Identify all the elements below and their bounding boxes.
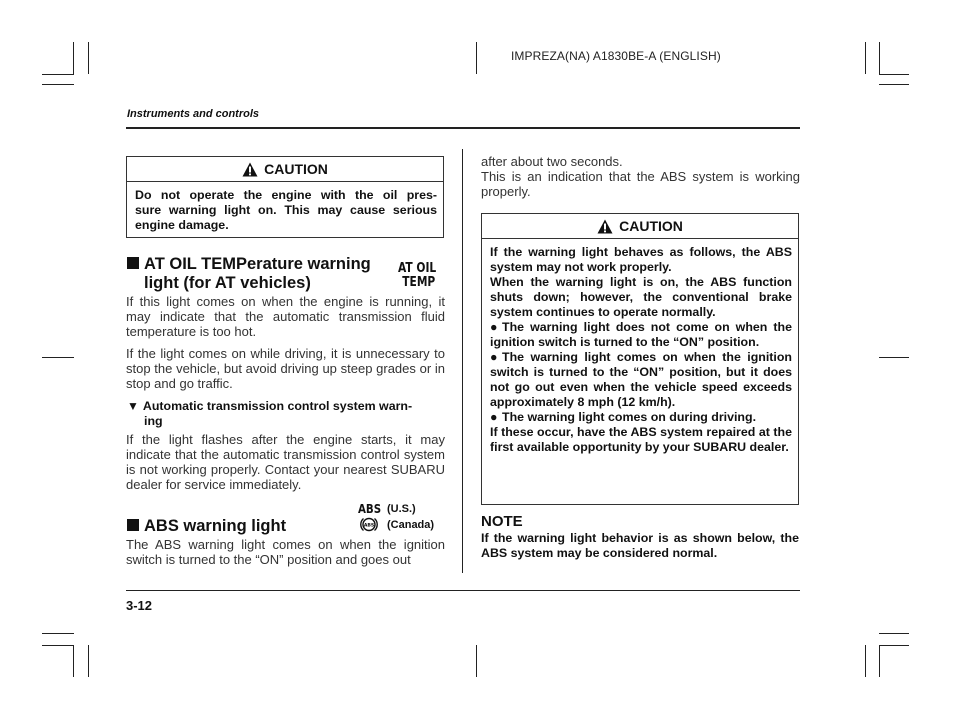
crop-mark [879, 74, 909, 75]
crop-mark [865, 42, 866, 74]
crop-mark [879, 84, 909, 85]
warning-triangle-icon [597, 219, 613, 234]
caution-text [127, 182, 443, 237]
caution-para: When the warning light is on, the ABS function shuts down; however, the conventional brake system continues to operate normally. [490, 275, 792, 319]
crop-mark [42, 645, 74, 646]
section-title: Instruments and controls [127, 108, 260, 120]
crop-mark [73, 645, 74, 677]
icon-line: AT OIL [398, 261, 437, 276]
document-id: IMPREZA(NA) A1830BE-A (ENGLISH) [511, 49, 721, 63]
caution-para: If the warning light behaves as follows, the ABS system may not work properly. [490, 245, 792, 274]
bullet-icon: ● [490, 410, 498, 424]
crop-mark [73, 42, 74, 74]
note-body: If the warning light behavior is as shown below, the ABS system may be considered normal. [481, 531, 799, 560]
canada-label: (Canada) [387, 519, 435, 531]
oil-pressure-caution-box [126, 156, 444, 238]
crop-mark [88, 42, 89, 74]
crop-mark [42, 357, 74, 358]
warning-triangle-icon [242, 162, 258, 177]
heading-line: AT OIL TEMPerature warning [144, 255, 371, 273]
crop-mark [476, 645, 477, 677]
abs-us-icon: ABS [358, 501, 382, 516]
down-triangle-icon: ▼ [127, 399, 139, 413]
footer-rule [126, 590, 800, 591]
abs-warning-heading [127, 517, 286, 536]
at-control-subheading [127, 399, 445, 429]
crop-mark [879, 42, 880, 74]
abs-para: The ABS warning light comes on when the ignition switch is turned to the “ON” position and goes out [126, 537, 445, 567]
caution-bullet [490, 320, 792, 350]
column-divider [462, 149, 463, 573]
caution-title: CAUTION [619, 218, 683, 234]
caution-line: sure warning light on. This may cause serious [135, 203, 437, 217]
caution-text [482, 239, 798, 459]
section-bullet-icon [127, 519, 139, 531]
caution-bullet [490, 350, 792, 410]
crop-mark [88, 645, 89, 677]
subheading-line: ing [144, 414, 163, 428]
crop-mark [879, 645, 909, 646]
crop-mark [865, 645, 866, 677]
bullet-icon: ● [490, 320, 498, 334]
crop-mark [42, 84, 74, 85]
page-number: 3-12 [126, 598, 153, 613]
crop-mark [879, 357, 909, 358]
caution-title: CAUTION [264, 161, 328, 177]
note-title: NOTE [481, 513, 523, 530]
icon-line: TEMP [402, 275, 436, 290]
crop-mark [476, 42, 477, 74]
crop-mark [42, 74, 74, 75]
caution-closing: If these occur, have the ABS system repaired at the first available opportunity by your SUBARU dealer. [490, 425, 792, 454]
subheading-line: Automatic transmission control system warn- [142, 399, 413, 413]
right-intro-line-2: This is an indication that the ABS system is working properly. [481, 169, 800, 199]
bullet-text: The warning light comes on during driving. [502, 410, 757, 424]
abs-canada-icon [359, 516, 379, 533]
at-oil-para-2: If the light comes on while driving, it is unnecessary to stop the vehicle, but avoid driving up steep grades or in stop and go traffic. [126, 346, 445, 391]
caution-header [482, 214, 798, 239]
abs-caution-box [481, 213, 799, 505]
at-oil-temp-warning-icon [398, 262, 436, 290]
header-rule [126, 127, 800, 129]
crop-mark [42, 633, 74, 634]
abs-heading-text: ABS warning light [144, 517, 287, 535]
section-bullet-icon [127, 257, 139, 269]
at-oil-temp-heading [127, 255, 387, 293]
us-label: (U.S.) [387, 503, 416, 515]
crop-mark [879, 633, 909, 634]
right-intro-line-1: after about two seconds. [481, 154, 623, 169]
abs-canada-icon-text: ABS [363, 523, 375, 529]
caution-bullet [490, 410, 792, 425]
bullet-icon: ● [490, 350, 498, 364]
bullet-text: The warning light comes on when the ignition switch is turned to the “ON” position, but it does not go out even when the vehicle speed exceeds approximately 8 mph (12 km/h). [490, 350, 792, 409]
bullet-text: The warning light does not come on when the ignition switch is turned to the “ON” position. [490, 320, 792, 349]
caution-header [127, 157, 443, 182]
at-oil-para-3: If the light flashes after the engine starts, it may indicate that the automatic transmission control system is not working properly. Contact your nearest SUBARU dealer for service immediately. [126, 432, 445, 492]
at-oil-para-1: If this light comes on when the engine is running, it may indicate that the automatic transmission fluid temperature is too hot. [126, 294, 445, 339]
caution-line: Do not operate the engine with the oil pres- [135, 188, 437, 202]
crop-mark [879, 645, 880, 677]
heading-line: light (for AT vehicles) [144, 274, 311, 292]
caution-line: engine damage. [135, 218, 229, 232]
